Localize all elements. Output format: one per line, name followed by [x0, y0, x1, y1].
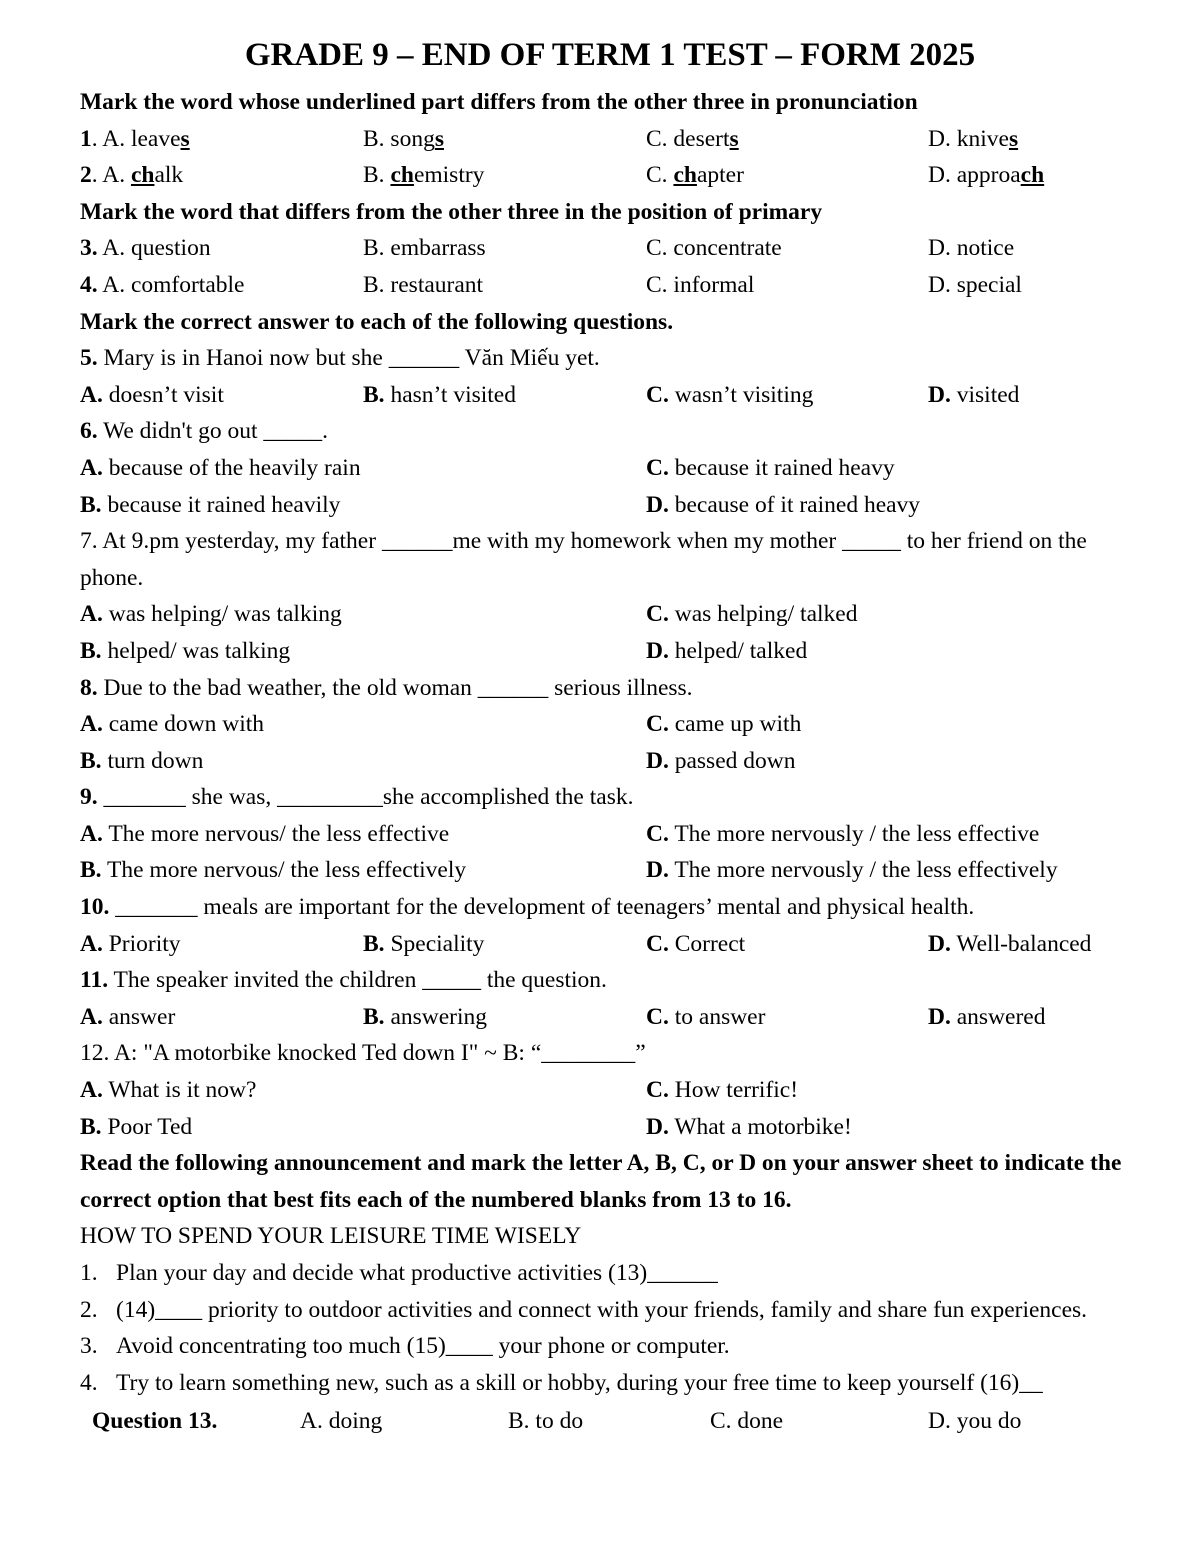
q3-option-d: D. notice: [928, 235, 1015, 262]
q3-option-b: B. embarrass: [363, 235, 486, 262]
q13-option-a: A. doing: [300, 1408, 383, 1435]
q4-option-b: B. restaurant: [363, 271, 484, 298]
q8-option-b: B. turn down: [80, 747, 204, 774]
q9-option-b: B. The more nervous/ the less effectively: [80, 857, 467, 884]
question-9-options-row2: [80, 852, 1140, 889]
q13-option-d: D. you do: [928, 1408, 1022, 1435]
announcement-item-4: 4. Try to learn something new, such as a skill or hobby, during your free time to keep yourself (16)__: [80, 1369, 1043, 1396]
q8-option-a: A. came down with: [80, 711, 265, 738]
section-heading-questions: Mark the correct answer to each of the following questions.: [80, 308, 674, 335]
question-11-options: [80, 999, 1140, 1036]
question-7-options-row1: [80, 596, 1140, 633]
question-6-options-row1: [80, 450, 1140, 487]
q13-label: Question 13.: [92, 1408, 218, 1435]
q8-option-c: C. came up with: [646, 711, 802, 738]
q10-option-b: B. Speciality: [363, 930, 485, 957]
q1-option-c: C. deserts: [646, 125, 739, 152]
question-12-stem: 12. A: "A motorbike knocked Ted down I" ~ B: “________”: [80, 1040, 646, 1067]
q11-option-b: B. answering: [363, 1003, 488, 1030]
q7-option-b: B. helped/ was talking: [80, 637, 291, 664]
question-13: [80, 1401, 1140, 1441]
q2-option-b: B. chemistry: [363, 162, 485, 189]
q1-option-b: B. songs: [363, 125, 444, 152]
question-8-stem: 8. Due to the bad weather, the old woman ______ serious illness.: [80, 674, 693, 701]
q5-option-b: B. hasn’t visited: [363, 381, 516, 408]
question-10-options: [80, 926, 1140, 963]
q12-option-d: D. What a motorbike!: [646, 1113, 852, 1140]
q11-option-d: D. answered: [928, 1003, 1046, 1030]
q3-option-c: C. concentrate: [646, 235, 782, 262]
q12-option-c: C. How terrific!: [646, 1077, 799, 1104]
q6-option-b: B. because it rained heavily: [80, 491, 341, 518]
question-9-stem: 9. _______ she was, _________she accomplished the task.: [80, 784, 634, 811]
page-title: GRADE 9 – END OF TERM 1 TEST – FORM 2025: [244, 37, 976, 73]
question-5-options: [80, 377, 1140, 414]
question-2: [80, 157, 1140, 194]
q12-option-a: A. What is it now?: [80, 1077, 257, 1104]
q7-option-d: D. helped/ talked: [646, 637, 808, 664]
q7-option-a: A. was helping/ was talking: [80, 601, 342, 628]
announcement-item-2: 2. (14)____ priority to outdoor activities and connect with your friends, family and share fun experiences.: [80, 1296, 1088, 1323]
announcement-item-3: 3. Avoid concentrating too much (15)____ your phone or computer.: [80, 1333, 730, 1360]
section-heading-announcement: Read the following announcement and mark the letter A, B, C, or D on your answer sheet to indicate the correct option that best fits each of the numbered blanks from 13 to 16.: [80, 1150, 1122, 1213]
question-8-options-row1: [80, 706, 1140, 743]
section-heading-pronunciation: Mark the word whose underlined part differs from the other three in pronunciation: [80, 89, 918, 115]
q2-option-a: 2. A. chalk: [80, 162, 184, 189]
q2-option-d: D. approach: [928, 162, 1045, 189]
q3-option-a: 3. A. question: [80, 235, 211, 262]
q11-option-a: A. answer: [80, 1003, 176, 1030]
q12-option-b: B. Poor Ted: [80, 1113, 193, 1140]
q9-option-a: A. The more nervous/ the less effective: [80, 820, 450, 847]
q13-option-c: C. done: [710, 1408, 784, 1435]
q5-option-c: C. wasn’t visiting: [646, 381, 814, 408]
question-6-stem: 6. We didn't go out _____.: [80, 418, 329, 445]
q10-option-c: C. Correct: [646, 930, 746, 957]
q1-option-a: 1. A. leaves: [80, 125, 190, 152]
q4-option-a: 4. A. comfortable: [80, 271, 245, 298]
question-12-options-row2: [80, 1109, 1140, 1146]
question-7-stem: 7. At 9.pm yesterday, my father ______me with my homework when my mother _____ to her friend on the phone.: [80, 528, 1087, 591]
q2-option-c: C. chapter: [646, 162, 744, 189]
q11-option-c: C. to answer: [646, 1003, 766, 1030]
q8-option-d: D. passed down: [646, 747, 796, 774]
question-9-options-row1: [80, 816, 1140, 853]
q10-option-a: A. Priority: [80, 930, 181, 957]
question-8-options-row2: [80, 743, 1140, 780]
question-1: [80, 121, 1140, 158]
q4-option-c: C. informal: [646, 271, 755, 298]
q10-option-d: D. Well-balanced: [928, 930, 1092, 957]
q9-option-d: D. The more nervously / the less effectively: [646, 857, 1058, 884]
question-12-options-row1: [80, 1072, 1140, 1109]
question-5-stem: 5. Mary is in Hanoi now but she ______ Văn Miếu yet.: [80, 345, 600, 372]
q4-option-d: D. special: [928, 271, 1022, 298]
question-7-options-row2: [80, 633, 1140, 670]
question-6-options-row2: [80, 487, 1140, 524]
q1-option-d: D. knives: [928, 125, 1019, 152]
q9-option-c: C. The more nervously / the less effective: [646, 820, 1040, 847]
q5-option-d: D. visited: [928, 381, 1020, 408]
test-page: [80, 30, 1140, 1441]
question-10-stem: 10. _______ meals are important for the development of teenagers’ mental and physical health.: [80, 894, 975, 921]
q5-option-a: A. doesn’t visit: [80, 381, 224, 408]
section-heading-stress: Mark the word that differs from the other three in the position of primary: [80, 198, 823, 225]
q6-option-a: A. because of the heavily rain: [80, 454, 361, 481]
q6-option-c: C. because it rained heavy: [646, 454, 895, 481]
question-4: [80, 267, 1140, 304]
q7-option-c: C. was helping/ talked: [646, 601, 858, 628]
question-11-stem: 11. The speaker invited the children _____ the question.: [80, 967, 607, 994]
announcement-title: HOW TO SPEND YOUR LEISURE TIME WISELY: [80, 1223, 582, 1250]
question-3: [80, 230, 1140, 267]
q13-option-b: B. to do: [508, 1408, 584, 1435]
announcement-item-1: 1. Plan your day and decide what productive activities (13)______: [80, 1260, 718, 1286]
q6-option-d: D. because of it rained heavy: [646, 491, 921, 518]
